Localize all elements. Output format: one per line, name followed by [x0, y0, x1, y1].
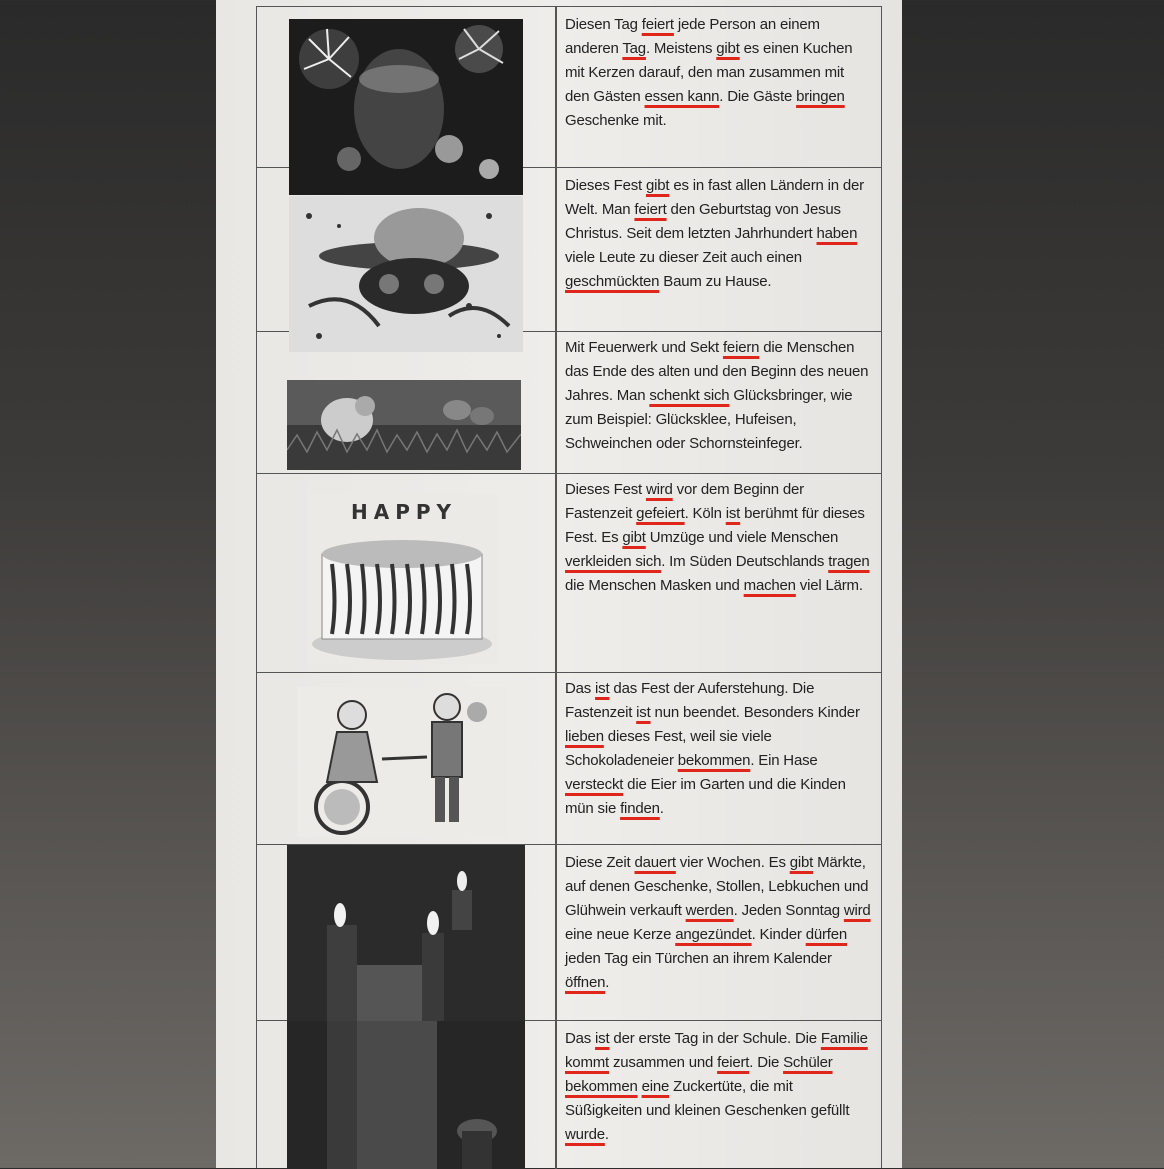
dark-candle-scene-photo [287, 1021, 525, 1169]
text-segment: . [605, 974, 610, 991]
underlined-word: gefeiert [636, 505, 685, 522]
table-row [257, 168, 881, 332]
text-segment: . Jeden Sonntag [733, 902, 844, 919]
text-segment: . [659, 800, 664, 817]
happy-birthday-cake-photo [307, 494, 497, 664]
column-divider [555, 673, 557, 844]
column-divider [555, 7, 557, 167]
underlined-word: finden [620, 800, 660, 817]
text-segment: Diesen Tag [565, 16, 642, 33]
text-segment: berühmt für dieses Fest. Es [565, 505, 865, 546]
text-segment: jeden Tag ein Türchen an ihrem Kalender [565, 950, 832, 967]
text-segment: . Meistens [645, 40, 717, 57]
underlined-word: feiert [641, 16, 674, 33]
text-segment: vor dem Beginn der Fastenzeit [565, 481, 804, 522]
text-segment: . Kinder [751, 926, 806, 943]
underlined-word: Tag [622, 40, 646, 57]
column-divider [555, 1021, 557, 1169]
underlined-word: ist [595, 1030, 610, 1047]
text-segment: Geschenke mit. [565, 112, 667, 129]
text-segment: zusammen und [609, 1054, 718, 1071]
description-text [565, 174, 871, 294]
underlined-word: gibt [622, 529, 646, 546]
underlined-word: werden [685, 902, 734, 919]
description-text [565, 478, 871, 598]
text-segment: . Ein Hase [750, 752, 818, 769]
table-row [257, 7, 881, 168]
table-row [257, 332, 881, 474]
description-text [565, 336, 871, 456]
table-row [257, 673, 881, 845]
underlined-word: gibt [789, 854, 814, 871]
text-segment: Das [565, 1030, 596, 1047]
text-segment: . [604, 1126, 609, 1143]
underlined-word: verkleiden sich [565, 553, 662, 570]
children-first-day-school-drawing [297, 687, 507, 837]
text-segment: . Im Süden Deutschlands [661, 553, 829, 570]
underlined-word: ist [636, 704, 651, 721]
advent-candles-photo [287, 845, 525, 1021]
easter-chick-eggs-grass-photo [287, 380, 521, 470]
underlined-word: wird [843, 902, 871, 919]
text-segment: jede Person an einem anderen [565, 16, 820, 57]
underlined-word: angezündet [675, 926, 752, 943]
text-segment: es einen Kuchen mit Kerzen darauf, den man zusammen mit den Gästen [565, 40, 853, 105]
text-segment: der erste Tag in der Schule. Die [609, 1030, 821, 1047]
description-text [565, 1027, 871, 1147]
text-segment: viele Leute zu dieser Zeit auch einen [565, 249, 802, 266]
underlined-word: Schüler [783, 1054, 833, 1071]
text-segment: Das [565, 680, 596, 697]
description-text [565, 851, 871, 995]
underlined-word: Familie [820, 1030, 868, 1047]
text-segment: Mit Feuerwerk und Sekt [565, 339, 723, 356]
worksheet-table [256, 6, 882, 1168]
underlined-word: lieben [565, 728, 604, 745]
underlined-word: dauert [634, 854, 676, 871]
description-text [565, 13, 871, 133]
text-segment: Zuckertüte, die mit Süßigkeiten und kleinen Geschenken gefüllt [565, 1078, 850, 1119]
underlined-word: ist [595, 680, 610, 697]
underlined-word: öffnen [565, 974, 606, 991]
underlined-word: machen [743, 577, 796, 594]
column-divider [555, 474, 557, 672]
text-segment: das Fest der Auferstehung. Die Fastenzeit [565, 680, 815, 721]
text-segment: vier Wochen. Es [675, 854, 790, 871]
text-segment: die Menschen Masken und [565, 577, 744, 594]
underlined-word: bekommen [677, 752, 751, 769]
underlined-word: feiern [722, 339, 760, 356]
text-segment: eine neue Kerze [565, 926, 676, 943]
text-segment: Glücksbringer, wie zum Beispiel: Glücksklee, Hufeisen, Schweinchen oder Schornsteinfeger. [565, 387, 853, 452]
text-segment: . Die [749, 1054, 784, 1071]
text-segment: Diese Zeit [565, 854, 635, 871]
text-segment: den Geburtstag von Jesus Christus. Seit dem letzten Jahrhundert [565, 201, 841, 242]
text-segment: die Eier im Garten und die Kinden mün sie [565, 776, 846, 817]
underlined-word: bringen [796, 88, 845, 105]
underlined-word: wurde [565, 1126, 605, 1143]
underlined-word: schenkt sich [649, 387, 730, 404]
text-segment: Dieses Fest [565, 177, 646, 194]
text-segment: die Menschen das Ende des alten und den Beginn des neuen Jahres. Man [565, 339, 869, 404]
text-segment: nun beendet. Besonders Kinder [650, 704, 860, 721]
text-segment: Märkte, auf denen Geschenke, Stollen, Lebkuchen und Glühwein verkauft [565, 854, 869, 919]
column-divider [555, 845, 557, 1020]
underlined-word: kommt [565, 1054, 610, 1071]
text-segment: es in fast allen Ländern in der Welt. Man [565, 177, 864, 218]
underlined-word: ist [725, 505, 741, 522]
carnival-hat-mask-confetti-photo [289, 196, 523, 352]
underlined-word: feiert [717, 1054, 750, 1071]
underlined-word: dürfen [805, 926, 848, 943]
text-segment: Umzüge und viele Menschen [645, 529, 839, 546]
column-divider [555, 168, 557, 331]
cake-happy-label: HAPPY [351, 500, 458, 524]
text-segment: viel Lärm. [795, 577, 863, 594]
underlined-word: tragen [828, 553, 870, 570]
text-segment: . Köln [684, 505, 726, 522]
text-segment: Dieses Fest [565, 481, 646, 498]
table-row [257, 845, 881, 1021]
description-text [565, 677, 871, 821]
text-segment: Baum zu Hause. [659, 273, 772, 290]
underlined-word: versteckt [565, 776, 624, 793]
underlined-word: wird [645, 481, 673, 498]
underlined-word: gibt [716, 40, 740, 57]
underlined-word: gibt [645, 177, 670, 194]
column-divider [555, 332, 557, 473]
underlined-word: geschmückten [565, 273, 660, 290]
table-row [257, 474, 881, 673]
text-segment: dieses Fest, weil sie viele Schokoladeneier [565, 728, 772, 769]
underlined-word: essen kann [644, 88, 720, 105]
table-row [257, 1021, 881, 1169]
underlined-word: eine [641, 1078, 670, 1095]
underlined-word: bekommen [565, 1078, 638, 1095]
underlined-word: feiert [634, 201, 667, 218]
text-segment: . Die Gäste [719, 88, 797, 105]
underlined-word: haben [816, 225, 858, 242]
